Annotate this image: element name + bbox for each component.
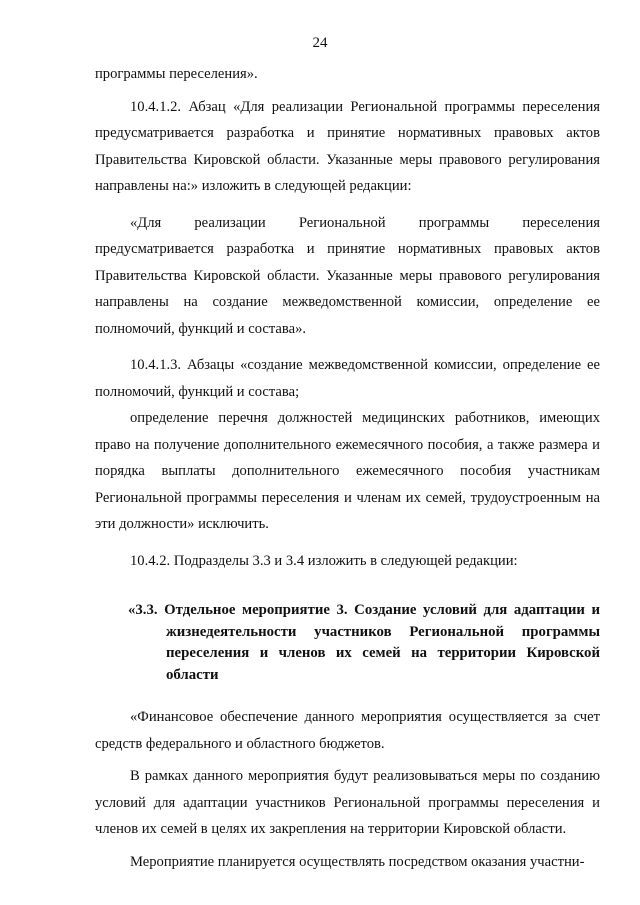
paragraph-measures: В рамках данного мероприятия будут реализовываться меры по созданию условий для адаптации участников Региональной программы переселения и членов их семей в целях их закрепления на территории Кировской области. bbox=[95, 768, 600, 837]
page-number: 24 bbox=[312, 35, 328, 51]
paragraph-excluded-text: определение перечня должностей медицинских работников, имеющих право на получение дополнительного ежемесячного пособия, а также размера и порядка выплаты дополнительного ежемесячного пособия участникам Региональной программы переселения и членам их семей, трудоустроенным на эти должности» исключить. bbox=[95, 410, 600, 532]
paragraph-quoted-text: «Для реализации Региональной программы переселения предусматривается разработка и принятие нормативных правовых актов Правительства Кировской области. Указанные меры правового регулирования направлены на создание межведомственной комиссии, определение ее полномочий, функций и состава». bbox=[95, 214, 600, 337]
paragraph-10-4-1-3: 10.4.1.3. Абзацы «создание межведомственной комиссии, определение ее полномочий, функций и состава; bbox=[95, 357, 600, 400]
paragraph-10-4-1-2: 10.4.1.2. Абзац «Для реализации Региональной программы переселения предусматривается разработка и принятие нормативных правовых актов Правительства Кировской области. Указанные меры правового регулирования направлены на:» изложить в следующей редакции: bbox=[95, 98, 600, 194]
section-heading-3-3: «3.3. Отдельное мероприятие 3. Создание условий для адаптации и жизнедеятельности участников Региональной программы переселения и членов их семей на территории Кировской области bbox=[128, 602, 600, 683]
paragraph-financing: «Финансовое обеспечение данного мероприятия осуществляется за счет средств федерального и областного бюджетов. bbox=[95, 709, 600, 752]
paragraph-activity: Мероприятие планируется осуществлять посредством оказания участни- bbox=[130, 853, 585, 870]
paragraph-continuation: программы переселения». bbox=[95, 66, 258, 82]
paragraph-10-4-2: 10.4.2. Подразделы 3.3 и 3.4 изложить в следующей редакции: bbox=[130, 552, 518, 569]
document-body bbox=[95, 61, 600, 875]
